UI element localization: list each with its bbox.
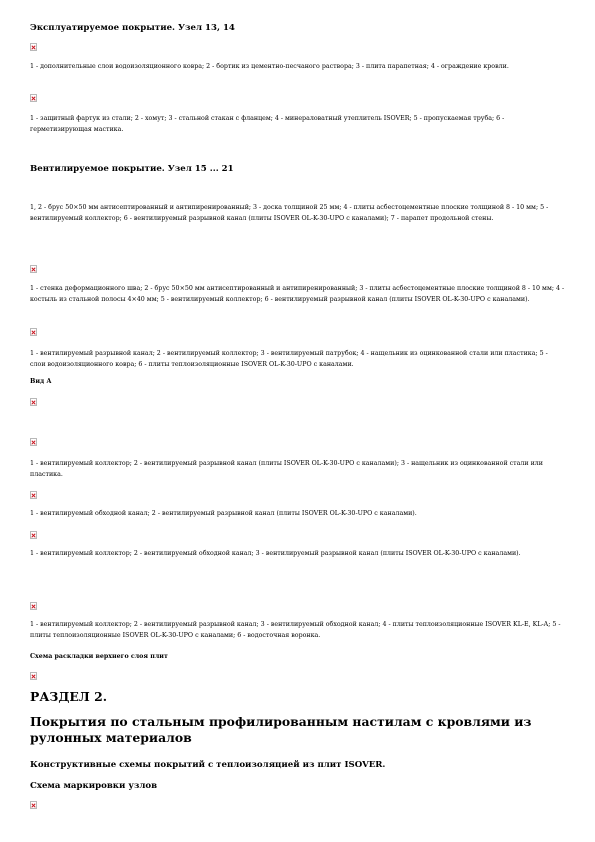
broken-image-icon [30,602,37,610]
caption-node-19: 1 - вентилируемый обходной канал; 2 - вентилируемый разрывной канал (плиты ISOVER OL-K-30-UPO с каналами). [30,510,417,517]
view-a-label: Вид А [30,378,52,385]
layout-scheme-label: Схема раскладки верхнего слоя плит [30,653,168,660]
broken-image-icon [30,398,37,406]
broken-image-icon [30,328,37,336]
heading-exploited-roof: Эксплуатируемое покрытие. Узел 13, 14 [30,23,235,33]
caption-node-13: 1 - дополнительные слои водоизоляционного ковра; 2 - бортик из цементно-песчаного раствора; 3 - плита парапетная; 4 - ограждение кровли. [30,63,509,70]
caption-node-21: 1 - вентилируемый коллектор; 2 - вентилируемый разрывной канал; 3 - вентилируемый обходной канал; 4 - плиты теплоизоляционные ISOVER KL-E, KL-A; 5 - плиты теплоизоляционные ISOVER OL-K-30-UPO с каналами; 6 - водосточная воронка. [30,621,561,639]
heading-constructive-schemes: Конструктивные схемы покрытий с теплоизоляцией из плит ISOVER. [30,760,386,770]
caption-node-14: 1 - защитный фартук из стали; 2 - хомут; 3 - стальной стакан с фланцем; 4 - минераловатный утеплитель ISOVER; 5 - пропускаемая труба; 6 - герметизирующая мастика. [30,115,505,133]
broken-image-icon [30,531,37,539]
section-2-title: РАЗДЕЛ 2. [30,689,108,704]
heading-ventilated-roof: Вентилируемое покрытие. Узел 15 ... 21 [30,164,234,174]
caption-node-15: 1, 2 - брус 50×50 мм антисептированный и антипиренированный; 3 - доска толщиной 25 мм; 4 - плиты асбестоцементные плоские толщиной 8 - 10 мм; 5 - вентилируемый коллектор; 6 - вентилируемый разрывной канал (плиты ISOVER OL-K-30-UPO с каналами); 7 - парапет продольной стены. [30,204,549,222]
caption-node-17: 1 - вентилируемый разрывной канал; 2 - вентилируемый коллектор; 3 - вентилируемый патрубок; 4 - нащельник из оцинкованной стали или пластика; 5 - слои водоизоляционного ковра; 6 - плиты теплоизоляционные ISOVER OL-K-30-UPO с каналами. [30,350,548,368]
broken-image-icon [30,491,37,499]
caption-node-18: 1 - вентилируемый коллектор; 2 - вентилируемый разрывной канал (плиты ISOVER OL-K-30-UPO с каналами); 3 - нащельник из оцинкованной стали или пластика. [30,460,543,478]
broken-image-icon [30,94,37,102]
heading-marking-scheme: Схема маркировки узлов [30,781,158,791]
broken-image-icon [30,672,37,680]
broken-image-icon [30,265,37,273]
broken-image-icon [30,801,37,809]
caption-node-20: 1 - вентилируемый коллектор; 2 - вентилируемый обходной канал; 3 - вентилируемый разрывной канал (плиты ISOVER OL-K-30-UPO с каналами). [30,550,521,557]
section-2-subtitle: Покрытия по стальным профилированным настилам с кровлями из рулонных материалов [30,714,532,745]
broken-image-icon [30,438,37,446]
caption-node-16: 1 - стенка деформационного шва; 2 - брус 50×50 мм антисептированный и антипиренированный; 3 - плиты асбестоцементные плоские толщиной 8 - 10 мм; 4 - костыль из стальной полосы 4×40 мм; 5 - вентилируемый коллектор; 6 - вентилируемый разрывной канал (плиты ISOVER OL-K-30-UPO с каналами). [30,285,565,303]
broken-image-icon [30,43,37,51]
